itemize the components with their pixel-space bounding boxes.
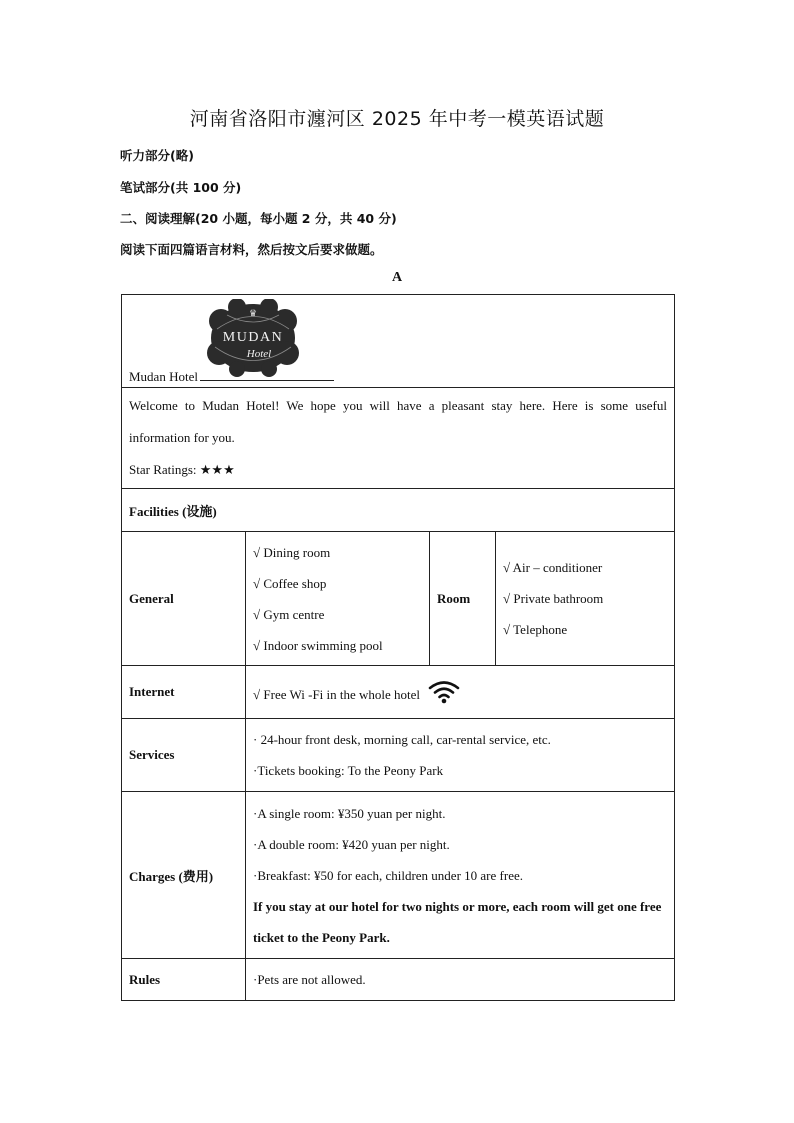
wifi-icon bbox=[427, 679, 461, 705]
room-label: Room bbox=[430, 532, 496, 666]
logo-text-bottom: Hotel bbox=[246, 348, 272, 360]
rules-row bbox=[122, 959, 675, 1001]
logo-text-top: MUDAN bbox=[222, 330, 284, 345]
list-item: √ Indoor swimming pool bbox=[253, 637, 383, 653]
list-item: √ Gym centre bbox=[253, 606, 325, 622]
written-part: 笔试部分(共 100 分) bbox=[120, 180, 242, 195]
list-item: · 24-hour front desk, morning call, car-rental service, etc. bbox=[253, 732, 551, 747]
charges-row bbox=[122, 792, 675, 959]
listening-part: 听力部分(略) bbox=[120, 148, 194, 163]
svg-text:♛: ♛ bbox=[248, 309, 258, 319]
page-title: 河南省洛阳市瀍河区 2025 年中考一模英语试题 bbox=[189, 108, 605, 130]
general-items bbox=[246, 532, 430, 666]
passage-letter: A bbox=[391, 270, 403, 285]
hotel-info-table bbox=[121, 294, 675, 1001]
general-row bbox=[122, 532, 675, 666]
list-item: ·A double room: ¥420 yuan per night. bbox=[253, 836, 450, 852]
list-item: √ Private bathroom bbox=[503, 591, 604, 606]
facilities-row bbox=[122, 489, 675, 532]
internet-text: √ Free Wi -Fi in the whole hotel bbox=[253, 687, 421, 702]
list-item: √ Telephone bbox=[503, 622, 568, 637]
facilities-heading: Facilities (设施) bbox=[122, 489, 675, 532]
mudan-hotel-logo-icon bbox=[207, 299, 299, 377]
underline bbox=[200, 380, 334, 381]
intro-row bbox=[122, 388, 675, 489]
list-item: ·Breakfast: ¥50 for each, children under 10 are free. bbox=[253, 867, 523, 883]
room-items bbox=[496, 532, 675, 666]
general-label: General bbox=[122, 532, 246, 666]
star-ratings: Star Ratings: ★★★ bbox=[129, 462, 235, 477]
rules-label: Rules bbox=[122, 959, 246, 1001]
services-label: Services bbox=[122, 719, 246, 792]
list-item: √ Dining room bbox=[253, 544, 331, 560]
logo-row bbox=[122, 295, 675, 388]
services-row bbox=[122, 719, 675, 792]
free-ticket-note: If you stay at our hotel for two nights or more, each room will get one free ticket to the Peony Park. bbox=[253, 898, 662, 945]
list-item: ·A single room: ¥350 yuan per night. bbox=[253, 805, 446, 821]
list-item: √ Coffee shop bbox=[253, 575, 327, 591]
section-heading: 二、阅读理解(20 小题，每小题 2 分，共 40 分) bbox=[120, 211, 397, 226]
rules-text: ·Pets are not allowed. bbox=[246, 959, 675, 1001]
hotel-name: Mudan Hotel bbox=[129, 369, 198, 384]
internet-row bbox=[122, 666, 675, 719]
list-item: √ Air – conditioner bbox=[503, 560, 603, 575]
instruction: 阅读下面四篇语言材料，然后按文后要求做题。 bbox=[120, 242, 383, 257]
charges-label: Charges (费用) bbox=[122, 792, 246, 959]
intro-text: Welcome to Mudan Hotel! We hope you will have a pleasant stay here. Here is some useful information for you. bbox=[129, 398, 667, 445]
internet-label: Internet bbox=[122, 666, 246, 719]
list-item: ·Tickets booking: To the Peony Park bbox=[253, 763, 444, 778]
